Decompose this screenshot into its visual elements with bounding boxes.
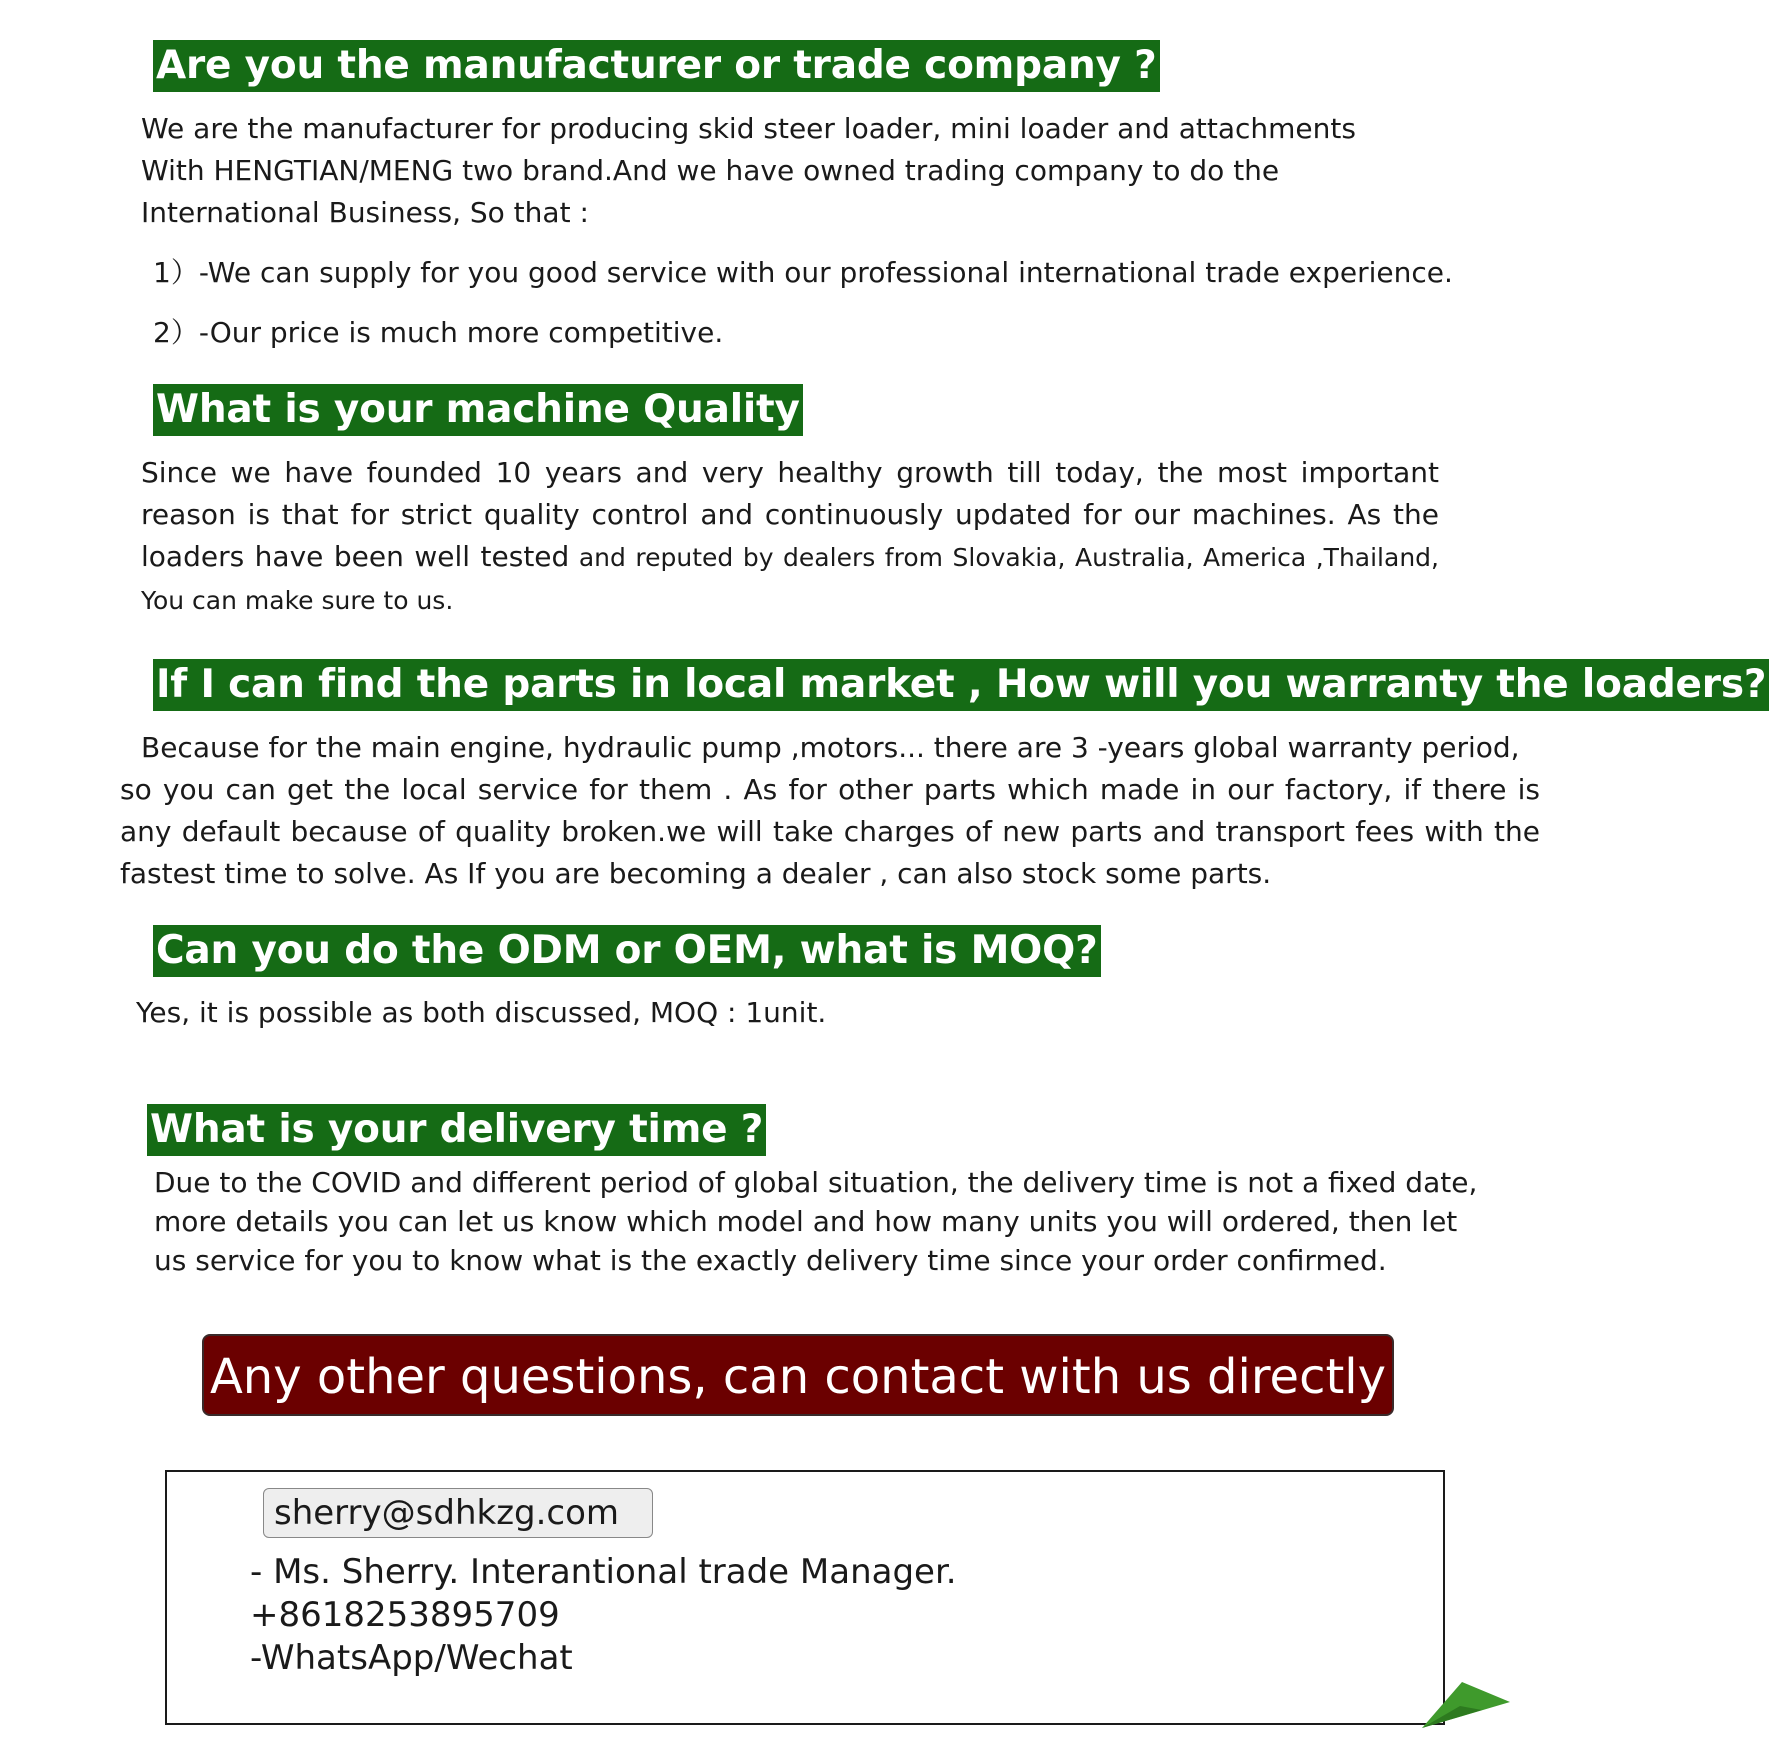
faq-question-warranty: If I can find the parts in local market , How will you warranty the loaders?	[153, 659, 1769, 711]
faq-question-quality: What is your machine Quality	[153, 384, 803, 436]
faq-answer-warranty-rest: so you can get the local service for them . As for other parts which made in our factory, if there is any default because of quality broken.we will take charges of new parts and transport fees with the fastest time to solve. As If you are becoming a dealer , can also stock some parts.	[120, 773, 1540, 890]
faq-answer-quality-tail: and reputed by dealers from Slovakia, Australia, America ,Thailand, You can make sure to us.	[141, 543, 1439, 615]
faq-answer-delivery: Due to the COVID and different period of global situation, the delivery time is not a fixed date, more details you can let us know which model and how many units you will ordered, then let us service for you to know what is the exactly delivery time since your order confirmed.	[154, 1166, 1478, 1277]
faq-answer-warranty-line1: Because for the main engine, hydraulic pump ,motors... there are 3 -years global warranty period,	[141, 731, 1520, 764]
faq-point-service: 1）-We can supply for you good service with our professional international trade experience.	[153, 256, 1453, 289]
faq-question-odm-oem: Can you do the ODM or OEM, what is MOQ?	[153, 925, 1101, 977]
faq-answer-quality-main: Since we have founded 10 years and very healthy growth till today, the most important reason is that for strict quality control and continuously updated for our machines. As the loaders have been well tested	[141, 456, 1439, 573]
faq-answer-quality	[141, 452, 1439, 622]
faq-answer-odm-oem: Yes, it is possible as both discussed, MOQ : 1unit.	[136, 996, 827, 1029]
faq-question-manufacturer: Are you the manufacturer or trade company ?	[153, 40, 1160, 92]
email-address[interactable]: sherry@sdhkzg.com	[263, 1488, 653, 1538]
contact-phone[interactable]: +8618253895709	[250, 1595, 560, 1635]
contact-apps: -WhatsApp/Wechat	[250, 1638, 573, 1678]
contact-name-title: - Ms. Sherry. Interantional trade Manager.	[250, 1552, 957, 1592]
contact-banner: Any other questions, can contact with us directly	[202, 1334, 1394, 1416]
faq-point-price: 2）-Our price is much more competitive.	[153, 316, 724, 349]
faq-answer-manufacturer: We are the manufacturer for producing skid steer loader, mini loader and attachments With HENGTIAN/MENG two brand.And we have owned trading company to do the International Business, So that :	[141, 112, 1356, 229]
faq-question-delivery: What is your delivery time ?	[147, 1104, 766, 1156]
leaf-logo-icon	[1420, 1680, 1510, 1730]
